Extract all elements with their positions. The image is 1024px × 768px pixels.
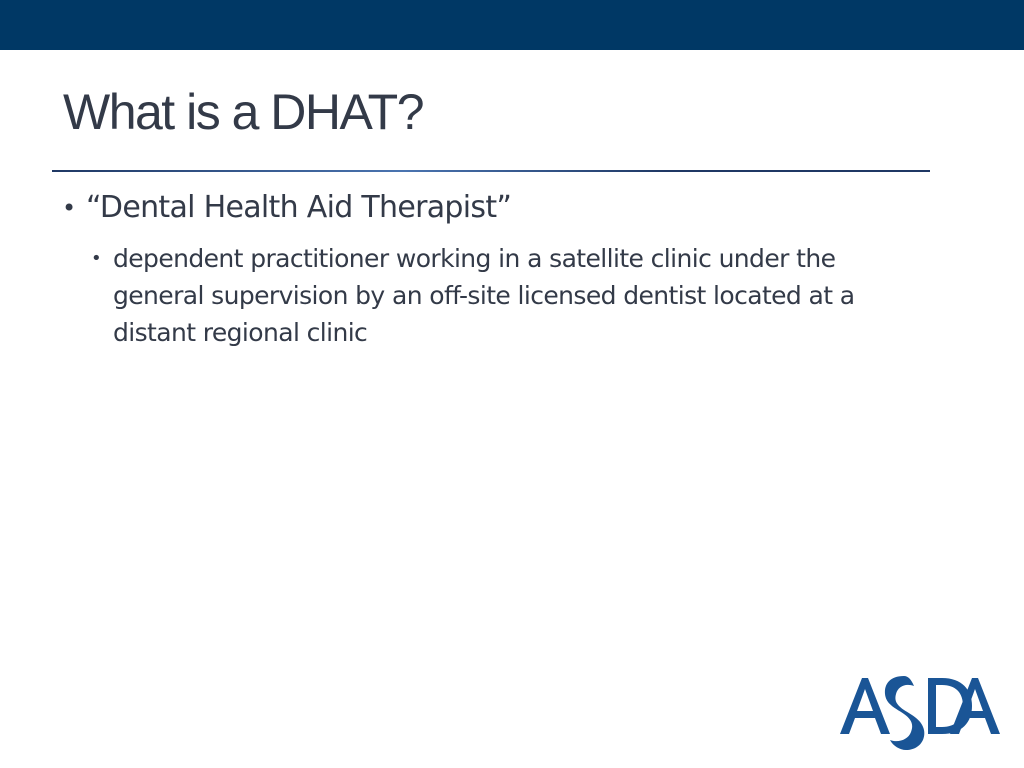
bullet-dot-icon: • [91, 248, 102, 269]
title-divider [52, 170, 930, 172]
asda-logo-mark [838, 670, 1002, 760]
slide-content [60, 186, 940, 351]
bullet-dot-icon: • [62, 194, 77, 222]
sub-bullet-item [88, 240, 913, 351]
slide-title: What is a DHAT? [63, 84, 423, 140]
asda-logo [838, 670, 1002, 760]
bullet-item [60, 186, 940, 230]
bullet-text: “Dental Health Aid Therapist” [86, 190, 512, 225]
header-bar [0, 0, 1024, 50]
sub-bullet-text: dependent practitioner working in a satellite clinic under the general supervision by an off-site licensed dentist located at a distant regional clinic [113, 244, 855, 347]
